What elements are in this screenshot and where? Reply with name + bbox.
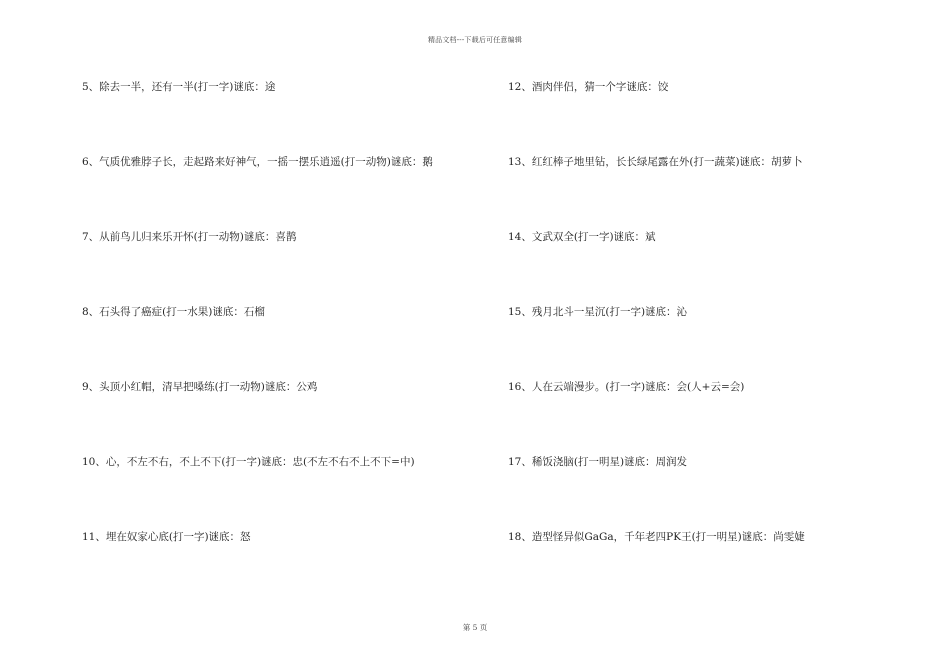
riddle-item: 18、造型怪异似GaGa，千年老四PK王(打一明星)谜底：尚雯婕 — [508, 531, 805, 543]
riddle-item: 7、从前鸟儿归来乐开怀(打一动物)谜底：喜鹊 — [82, 231, 297, 243]
riddle-item: 15、残月北斗一星沉(打一字)谜底：沁 — [508, 306, 688, 318]
riddle-item: 11、埋在奴家心底(打一字)谜底：怒 — [82, 531, 251, 543]
riddle-item: 13、红红棒子地里钻，长长绿尾露在外(打一蔬菜)谜底：胡萝卜 — [508, 156, 803, 168]
riddle-item: 12、酒肉伴侣，猜一个字谜底：饺 — [508, 81, 669, 93]
riddle-item: 14、文武双全(打一字)谜底：斌 — [508, 231, 656, 243]
riddle-item: 8、石头得了癌症(打一水果)谜底：石榴 — [82, 306, 265, 318]
riddle-item: 10、心，不左不右，不上不下(打一字)谜底：忠(不左不右不上不下=中) — [82, 456, 415, 468]
page-header: 精品文档---下载后可任意编辑 — [427, 36, 523, 44]
riddle-item: 9、头顶小红帽，清早把嗓练(打一动物)谜底：公鸡 — [82, 381, 318, 393]
riddle-item: 6、气质优雅脖子长，走起路来好神气，一摇一摆乐逍遥(打一动物)谜底：鹅 — [82, 156, 433, 168]
riddle-item: 5、除去一半，还有一半(打一字)谜底：途 — [82, 81, 276, 93]
page-number: 第 5 页 — [462, 623, 488, 632]
riddle-item: 17、稀饭浇脑(打一明星)谜底：周润发 — [508, 456, 688, 468]
riddle-item: 16、人在云端漫步。(打一字)谜底：会(人+云=会) — [508, 381, 745, 393]
